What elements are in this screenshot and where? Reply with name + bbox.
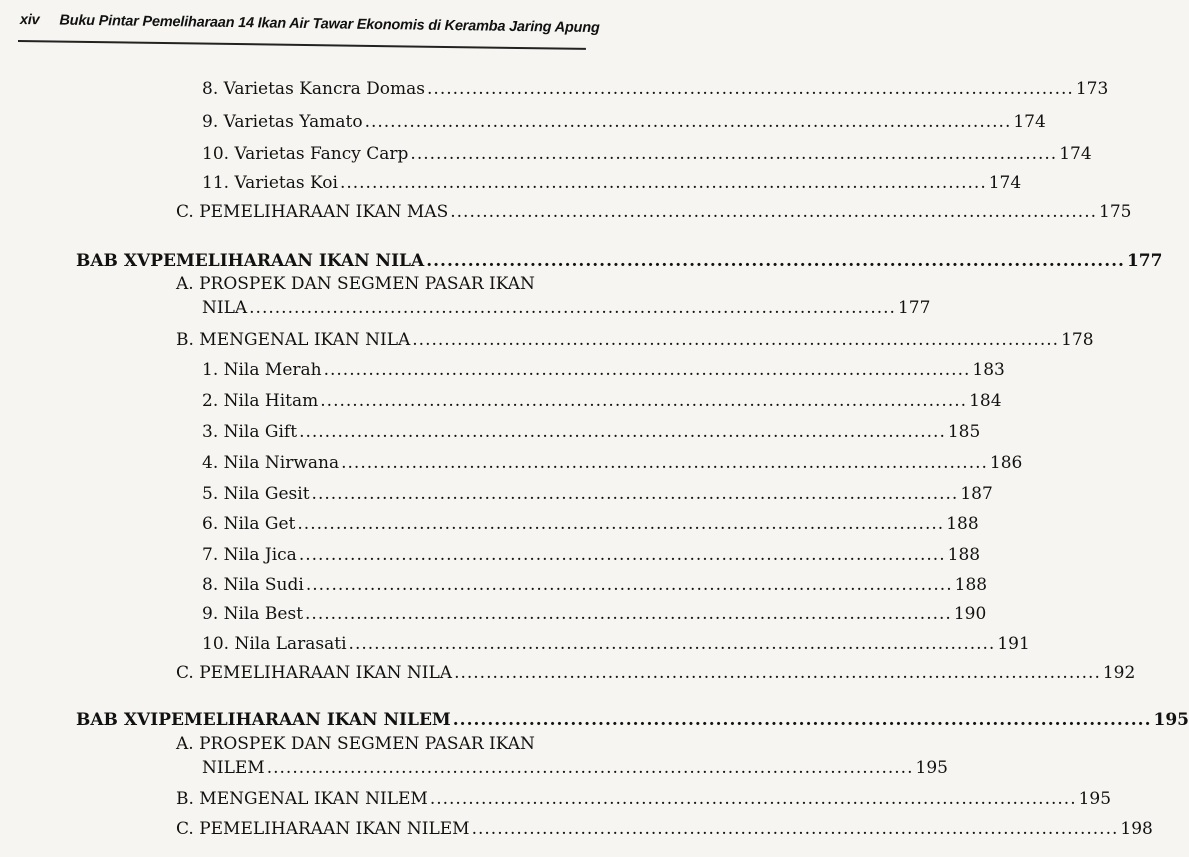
chapter-title: PEMELIHARAAN IKAN NILA (150, 251, 425, 271)
toc-entry-page: 188 (947, 545, 981, 565)
leader-dots: ..................................................................................................... (341, 453, 988, 473)
toc-entry-label: 1. Nila Merah (202, 360, 322, 380)
leader-dots: ..................................................................................................... (266, 758, 914, 778)
toc-entry-page: 198 (1120, 819, 1153, 839)
toc-entry-page: 183 (972, 360, 1005, 380)
toc-entry-page: 174 (1059, 144, 1092, 164)
toc-entry[interactable] (202, 143, 1092, 165)
toc-entry[interactable] (202, 421, 981, 443)
toc-entry-page: 174 (988, 173, 1022, 193)
toc-entry[interactable] (176, 733, 586, 755)
toc-entry-page: 195 (1078, 789, 1112, 809)
toc-entry-label: 2. Nila Hitam (202, 391, 319, 411)
toc-entry-label: NILA (202, 298, 248, 318)
toc-entry-page: 177 (897, 298, 931, 318)
toc-entry-page: 195 (915, 758, 948, 778)
toc-entry-label: NILEM (202, 758, 265, 778)
toc-entry[interactable] (202, 544, 981, 566)
toc-entry-label: A. PROSPEK DAN SEGMEN PASAR IKAN (176, 274, 535, 294)
toc-entry-label: 8. Varietas Kancra Domas (202, 79, 426, 99)
leader-dots: ..................................................................................................... (297, 514, 945, 534)
toc-entry-page: 184 (969, 391, 1002, 411)
leader-dots: ..................................................................................................... (299, 422, 946, 442)
toc-entry-page: 187 (960, 484, 993, 504)
toc-entry[interactable] (176, 329, 1094, 351)
leader-dots: ..................................................................................................... (311, 484, 959, 504)
toc-entry[interactable] (202, 483, 993, 505)
toc-entry-page: 190 (953, 604, 987, 624)
header-book-title: Buku Pintar Pemeliharaan 14 Ikan Air Tawar Ekonomis di Keramba Jaring Apung (59, 12, 600, 37)
leader-dots: ..................................................................................................... (452, 710, 1152, 730)
toc-entry-label: 10. Varietas Fancy Carp (202, 144, 409, 164)
chapter-number: BAB XV (76, 251, 151, 271)
toc-entry-label: 9. Varietas Yamato (202, 112, 363, 132)
toc-entry-page: 188 (946, 514, 979, 534)
toc-entry[interactable] (176, 818, 1153, 840)
leader-dots: ..................................................................................................... (429, 789, 1077, 809)
leader-dots: ..................................................................................................... (348, 634, 996, 654)
toc-entry-label: 10. Nila Larasati (202, 634, 347, 654)
leader-dots: ..................................................................................................... (427, 79, 1074, 99)
toc-entry-label: A. PROSPEK DAN SEGMEN PASAR IKAN (176, 734, 535, 754)
toc-entry-label: C. PEMELIHARAAN IKAN NILA (176, 663, 453, 683)
toc-entry-label: 4. Nila Nirwana (202, 453, 340, 473)
toc-entry-page: 177 (1126, 251, 1163, 271)
toc-entry-page: 174 (1013, 112, 1046, 132)
toc-entry-page: 191 (997, 634, 1030, 654)
leader-dots: ..................................................................................................... (298, 545, 946, 565)
toc-entry-label: 5. Nila Gesit (202, 484, 310, 504)
toc-entry-label: 11. Varietas Koi (202, 173, 338, 193)
toc-entry-page: 175 (1099, 202, 1132, 222)
toc-entry[interactable] (202, 111, 1046, 133)
toc-entry-page: 192 (1102, 663, 1136, 683)
leader-dots: ..................................................................................................... (339, 173, 987, 193)
leader-dots: ..................................................................................................... (249, 298, 896, 318)
toc-chapter-entry[interactable] (76, 709, 1189, 731)
leader-dots: ..................................................................................................... (450, 202, 1098, 222)
toc-entry-page: 195 (1153, 710, 1189, 730)
leader-dots: ..................................................................................................... (305, 575, 953, 595)
toc-entry-label: 7. Nila Jica (202, 545, 297, 565)
toc-entry-label: B. MENGENAL IKAN NILA (176, 330, 411, 350)
toc-entry-label: 6. Nila Get (202, 514, 296, 534)
toc-entry[interactable] (202, 513, 979, 535)
toc-entry-label: C. PEMELIHARAAN IKAN NILEM (176, 819, 470, 839)
toc-entry-label: C. PEMELIHARAAN IKAN MAS (176, 202, 449, 222)
chapter-title: PEMELIHARAAN IKAN NILEM (158, 710, 451, 730)
leader-dots: ..................................................................................................... (364, 112, 1012, 132)
toc-entry-label: 9. Nila Best (202, 604, 304, 624)
toc-entry-page: 178 (1061, 330, 1094, 350)
toc-entry[interactable] (176, 788, 1112, 810)
toc-entry[interactable] (202, 452, 1023, 474)
toc-entry[interactable] (202, 359, 1005, 381)
toc-entry[interactable] (202, 574, 988, 596)
header-page-number: xiv (19, 12, 40, 29)
leader-dots: ..................................................................................................... (454, 663, 1101, 683)
toc-entry[interactable] (176, 273, 586, 295)
toc-entry[interactable] (202, 757, 948, 779)
toc-chapter-entry[interactable] (76, 250, 1163, 272)
leader-dots: ..................................................................................................... (320, 391, 968, 411)
toc-entry[interactable] (202, 390, 1002, 412)
toc-entry-page: 173 (1075, 79, 1109, 99)
leader-dots: ..................................................................................................... (305, 604, 952, 624)
toc-entry[interactable] (176, 201, 1132, 223)
toc-entry-page: 188 (954, 575, 988, 595)
toc-entry-label: 3. Nila Gift (202, 422, 298, 442)
leader-dots: ..................................................................................................... (412, 330, 1060, 350)
leader-dots: ..................................................................................................... (410, 144, 1058, 164)
leader-dots: ..................................................................................................... (471, 819, 1119, 839)
toc-entry-label: B. MENGENAL IKAN NILEM (176, 789, 428, 809)
leader-dots: ..................................................................................................... (323, 360, 971, 380)
toc-entry-label: 8. Nila Sudi (202, 575, 304, 595)
toc-entry[interactable] (176, 662, 1136, 684)
toc-entry[interactable] (202, 297, 931, 319)
chapter-number: BAB XVI (76, 710, 159, 730)
toc-entry-page: 186 (989, 453, 1023, 473)
toc-entry[interactable] (202, 172, 1022, 194)
toc-entry-page: 185 (947, 422, 981, 442)
toc-entry[interactable] (202, 633, 1030, 655)
toc-entry[interactable] (202, 78, 1109, 100)
leader-dots: ..................................................................................................... (426, 251, 1125, 271)
toc-entry[interactable] (202, 603, 987, 625)
